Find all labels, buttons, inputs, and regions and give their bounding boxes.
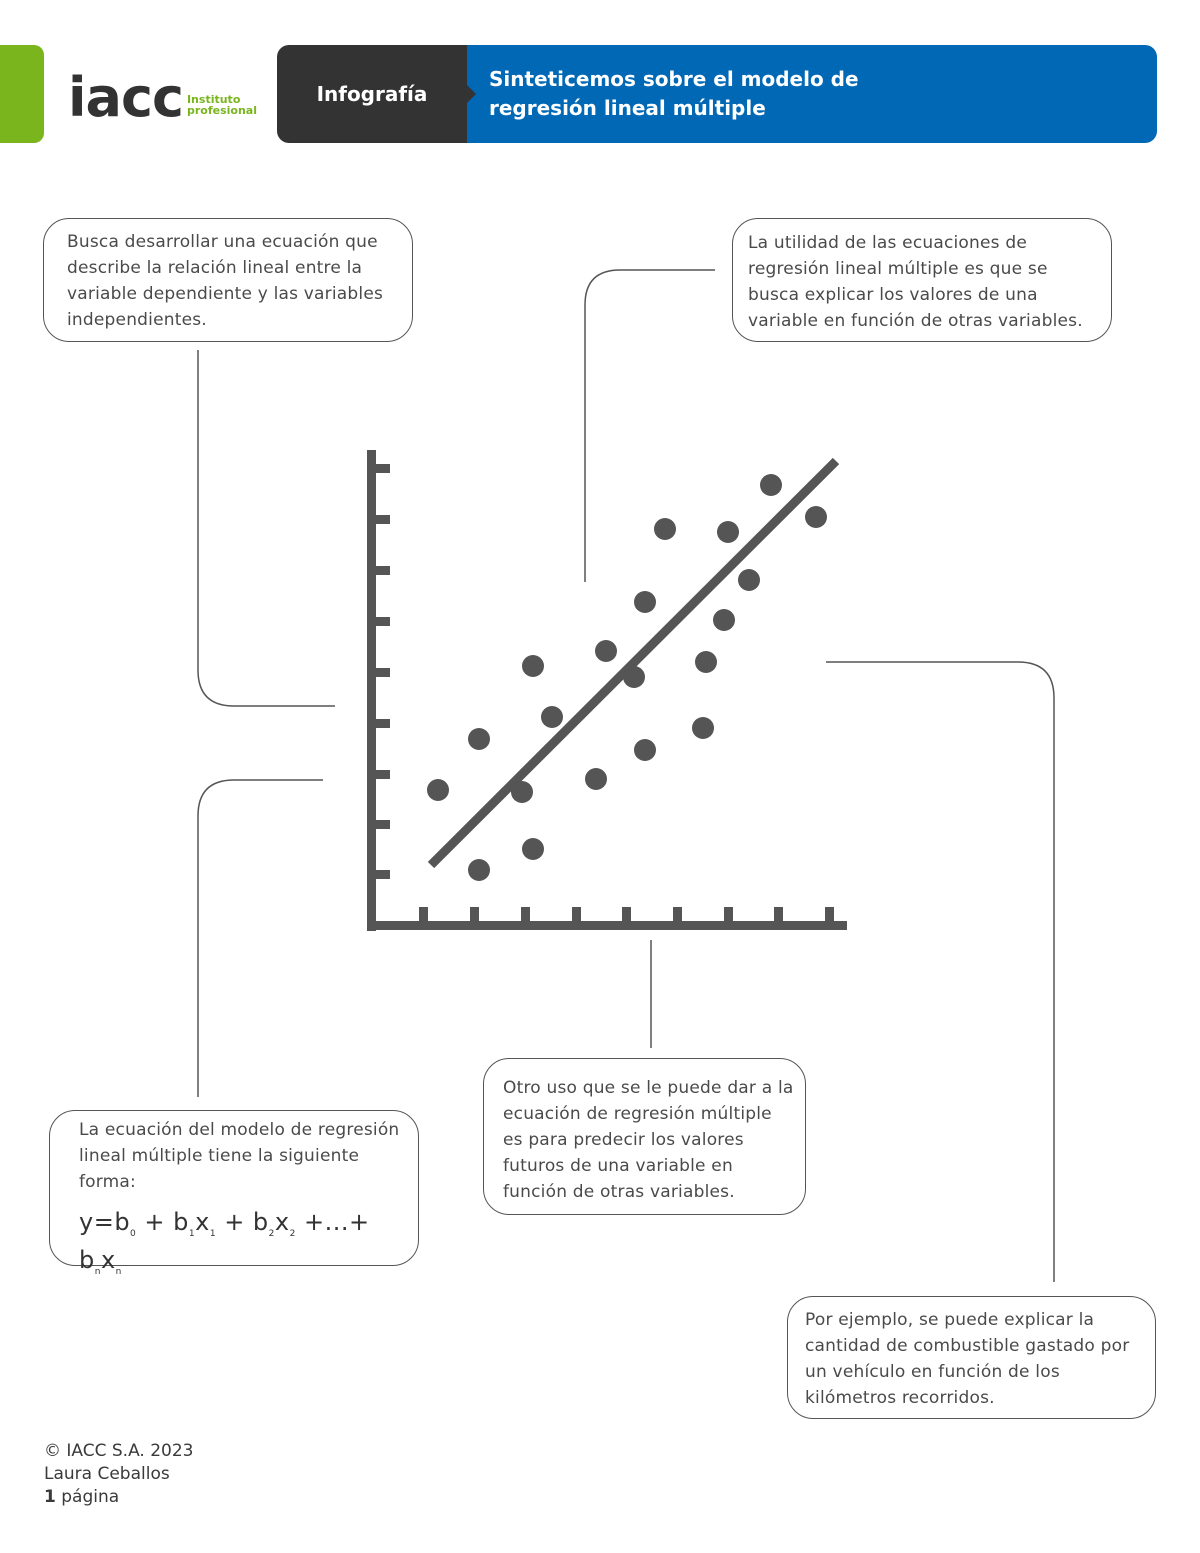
y-tick (376, 515, 390, 524)
x-tick (572, 907, 581, 921)
y-tick (376, 617, 390, 626)
callout-utility: La utilidad de las ecuaciones de regresión lineal múltiple es que se busca explicar los valores de una variable en función de otras variables. (732, 218, 1112, 342)
equation-intro: La ecuación del modelo de regresión lineal múltiple tiene la siguiente forma: (79, 1120, 400, 1192)
data-point (760, 474, 782, 496)
regression-line (431, 461, 836, 865)
logo-sub-line-1: Instituto (186, 93, 241, 106)
formula-part: x (195, 1208, 210, 1236)
formula-part: + b (136, 1208, 189, 1236)
formula-subscript: 1 (188, 1228, 196, 1239)
y-tick (376, 719, 390, 728)
data-point (468, 859, 490, 881)
y-tick (376, 566, 390, 575)
x-tick (774, 907, 783, 921)
footer (44, 1440, 194, 1509)
data-point (713, 609, 735, 631)
page-count (44, 1486, 194, 1509)
data-point (654, 518, 676, 540)
data-point (717, 521, 739, 543)
data-point (692, 717, 714, 739)
scatter-chart (367, 450, 847, 931)
x-tick (622, 907, 631, 921)
logo-word: iacc (68, 66, 183, 129)
connector-equation (198, 780, 323, 1097)
title-line-1: Sinteticemos sobre el modelo de (489, 67, 859, 91)
page-count-label: página (55, 1487, 120, 1507)
x-axis (367, 921, 847, 930)
y-tick (376, 770, 390, 779)
x-tick (470, 907, 479, 921)
connector-purpose (198, 350, 335, 706)
formula-part: +...+ b (79, 1208, 370, 1274)
callout-prediction: Otro uso que se le puede dar a la ecuación de regresión múltiple es para predecir los valores futuros de una variable en función de otras variables. (483, 1058, 806, 1215)
data-point (634, 739, 656, 761)
formula-subscript: 0 (130, 1228, 137, 1239)
data-point (468, 728, 490, 750)
data-point (805, 506, 827, 528)
x-tick (825, 907, 834, 921)
x-tick (521, 907, 530, 921)
formula-subscript: n (94, 1266, 101, 1277)
formula-part: x (100, 1245, 116, 1274)
formula-subscript: 2 (268, 1228, 275, 1239)
copyright: © IACC S.A. 2023 (44, 1441, 194, 1461)
x-tick (673, 907, 682, 921)
callout-example: Por ejemplo, se puede explicar la cantidad de combustible gastado por un vehículo en función de los kilómetros recorridos. (787, 1296, 1156, 1419)
data-point (522, 655, 544, 677)
y-tick (376, 668, 390, 677)
data-point (695, 651, 717, 673)
data-point (511, 781, 533, 803)
document-type-tag: Infografía (277, 45, 467, 143)
x-tick (724, 907, 733, 921)
y-tick (376, 870, 390, 879)
author: Laura Ceballos (44, 1464, 170, 1484)
x-tick (419, 907, 428, 921)
data-point (623, 666, 645, 688)
connector-example (826, 662, 1054, 1282)
regression-formula (79, 1209, 408, 1285)
callout-equation (49, 1110, 419, 1277)
y-tick (376, 464, 390, 473)
formula-part: + b (216, 1208, 269, 1236)
formula-subscript: n (115, 1266, 122, 1277)
logo-sub-line-2: profesional (186, 104, 257, 117)
formula-subscript: 2 (289, 1228, 296, 1239)
data-point (522, 838, 544, 860)
connector-utility (585, 270, 715, 582)
callout-purpose: Busca desarrollar una ecuación que describe la relación lineal entre la variable dependiente y las variables independientes. (43, 218, 413, 342)
formula-part: y=b (79, 1208, 131, 1236)
page-count-number: 1 (44, 1487, 56, 1507)
data-point (595, 640, 617, 662)
data-point (585, 768, 607, 790)
data-point (427, 779, 449, 801)
formula-part: x (274, 1208, 290, 1236)
data-point (541, 706, 563, 728)
y-axis (367, 450, 376, 931)
y-tick (376, 820, 390, 829)
formula-subscript: 1 (209, 1228, 217, 1239)
data-point (634, 591, 656, 613)
data-point (738, 569, 760, 591)
title-line-2: regresión lineal múltiple (489, 96, 766, 120)
